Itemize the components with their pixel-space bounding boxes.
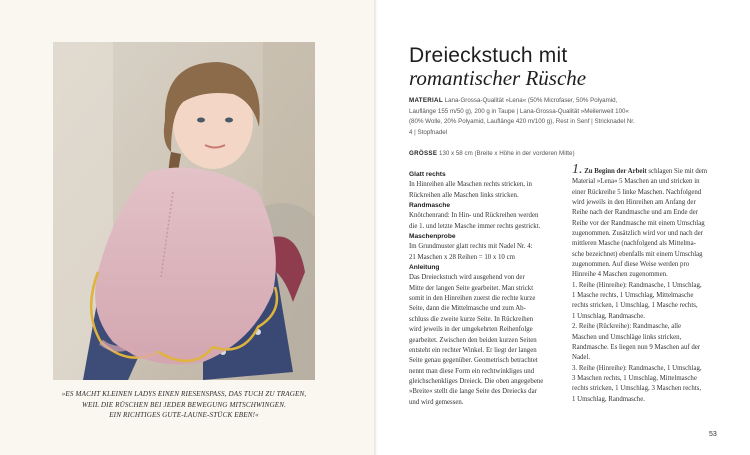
text-line: Das Dreieckstuch wird ausgehend von der bbox=[409, 274, 525, 282]
text-line: Maschen und Umschläge links stricken, bbox=[572, 333, 682, 341]
text-line: Mitte der langen Seite gearbeitet. Man strickt bbox=[409, 284, 534, 292]
text-line: Reihe nach der Randmasche und am Ende der bbox=[572, 209, 698, 217]
page-subtitle: romantischer Rüsche bbox=[409, 66, 587, 90]
text-line: 1. Reihe (Hinreihe): Randmasche, 1 Umschlag, bbox=[572, 281, 702, 289]
text-line: Seite, dann die Mittelmasche und zum Ab- bbox=[409, 305, 526, 313]
girl-shawl-photo bbox=[53, 42, 315, 380]
text-line: 3. Reihe (Hinreihe): Randmasche, 1 Umschlag, bbox=[572, 364, 702, 372]
text-line: zugenommen. Zusätzlich wird vor und nach der bbox=[572, 230, 703, 238]
text-line: 2. Reihe (Rückreihe): Randmasche, alle bbox=[572, 323, 682, 331]
text-line: wird jeweils in der umgekehrten Reihenfolge bbox=[409, 326, 533, 334]
photo-caption bbox=[38, 389, 330, 421]
step-first-line bbox=[572, 162, 722, 177]
text-line: 1 Masche rechts, 1 Umschlag, Mittelmasche bbox=[572, 292, 694, 300]
caption-line: »ES MACHT KLEINEN LADYS EINEN RIESENSPASS, DAS TUCH ZU TRAGEN, bbox=[61, 390, 307, 398]
text-line: wird jeweils in den Hinreihen am Anfang der bbox=[572, 199, 696, 207]
text-line: Rückreihen alle Maschen links stricken. bbox=[409, 191, 519, 199]
instructions-column-right bbox=[572, 162, 722, 405]
text-line: 21 Maschen x 28 Reihen = 10 x 10 cm bbox=[409, 253, 515, 261]
step-number: 1. bbox=[572, 162, 583, 177]
step-lead: Zu Beginn der Arbeit bbox=[584, 168, 647, 175]
caption-line: WEIL DIE RÜSCHEN BEI JEDER BEWEGUNG MITSCHWINGEN. bbox=[81, 400, 287, 409]
text-line: rechts stricken, 1 Umschlag, 3 Maschen rechts, bbox=[572, 385, 702, 393]
text-line: entsteht ein rechter Winkel. Er liegt der langen bbox=[409, 346, 537, 354]
photo-illustration bbox=[53, 42, 315, 380]
size-section bbox=[409, 149, 709, 159]
instructions-column-left bbox=[409, 170, 559, 408]
text-line: Nadel. bbox=[572, 354, 591, 362]
text-line: und wird gemessen. bbox=[409, 398, 464, 406]
text-line: Seite genau gegenüber. Geometrisch betrachtet bbox=[409, 357, 538, 365]
section-heading: Randmasche bbox=[409, 202, 451, 210]
material-section bbox=[409, 96, 635, 138]
page-title: Dreieckstuch mit bbox=[409, 44, 568, 67]
caption-line: EIN RICHTIGES GUTE-LAUNE-STÜCK EBEN!« bbox=[109, 411, 259, 420]
text-line: gearbeitet. Zwischen den beiden kurzen Seiten bbox=[409, 336, 537, 344]
text-line: Im Grundmuster glatt rechts mit Nadel Nr. 4: bbox=[409, 243, 533, 251]
size-label: GRÖSSE bbox=[409, 150, 438, 157]
text-line: einer Rückreihe 5 linke Maschen. Nachfolgend bbox=[572, 188, 702, 196]
text-line: »Breite« stellt die lange Seite des Dreiecks dar bbox=[409, 388, 537, 396]
right-page bbox=[378, 0, 750, 455]
text-line: Hinreihe 4 Maschen zugenommen. bbox=[572, 271, 668, 279]
text-line: zugenommen. Auf diese Weise werden pro bbox=[572, 261, 690, 269]
size-text: 130 x 58 cm (Breite x Höhe in der vorderen Mitte) bbox=[439, 150, 575, 157]
text-line: schluss die zweite kurze Seite. In Rückreihen bbox=[409, 315, 534, 323]
text-line: Reihe vor der Randmasche mit einem Umschlag bbox=[572, 219, 705, 227]
section-heading: Maschenprobe bbox=[409, 233, 456, 241]
section-heading: Glatt rechts bbox=[409, 171, 446, 178]
section-heading: Anleitung bbox=[409, 264, 440, 272]
text-line: somit in den Hinreihen zuerst die rechte kurze bbox=[409, 295, 536, 303]
text-line: mittleren Masche (nachfolgend als Mittelma- bbox=[572, 240, 696, 248]
text-line: 1 Umschlag, Randmasche. bbox=[572, 395, 645, 403]
text-line: rechts stricken, 1 Umschlag, 1 Masche rechts, bbox=[572, 302, 698, 310]
text-line: 3 Maschen rechts, 1 Umschlag, Mittelmasche bbox=[572, 374, 697, 382]
material-text: Lana-Grossa-Qualität »Lena« (50% Microfaser, 50% Polyamid, Lauflänge 155 m/50 g), 200 g in Taupe | Lana-Grossa-Qualität »Meilenweit 100« (80% Wolle, 20% Polyamid, Lauflänge 420 m/100 g), Rest in Senf | Stricknadel Nr. 4 | Stopfnadel bbox=[409, 97, 635, 136]
text-line: Material »Lena« 5 Maschen an und stricken in bbox=[572, 178, 700, 186]
text-line: Knötchenrand: In Hin- und Rückreihen werden bbox=[409, 212, 539, 220]
text-line: nennt man diese Form ein rechtwinkliges und bbox=[409, 367, 535, 375]
text-line: In Hinreihen alle Maschen rechts stricken, in bbox=[409, 181, 532, 189]
page-number: 53 bbox=[709, 431, 717, 438]
text-line: Randmasche. Es liegen nun 9 Maschen auf der bbox=[572, 343, 701, 351]
text-line: gleichschenkliges Dreieck. Die oben angegebene bbox=[409, 377, 544, 385]
text-line: die 1. und letzte Masche immer rechts gestrickt. bbox=[409, 222, 541, 230]
text-line: sche bezeichnet) ebenfalls mit einem Umschlag bbox=[572, 250, 703, 258]
text-line: 1 Umschlag, Randmasche. bbox=[572, 312, 645, 320]
material-label: MATERIAL bbox=[409, 97, 443, 104]
step-first-line-rest: schlagen Sie mit dem bbox=[648, 168, 708, 175]
